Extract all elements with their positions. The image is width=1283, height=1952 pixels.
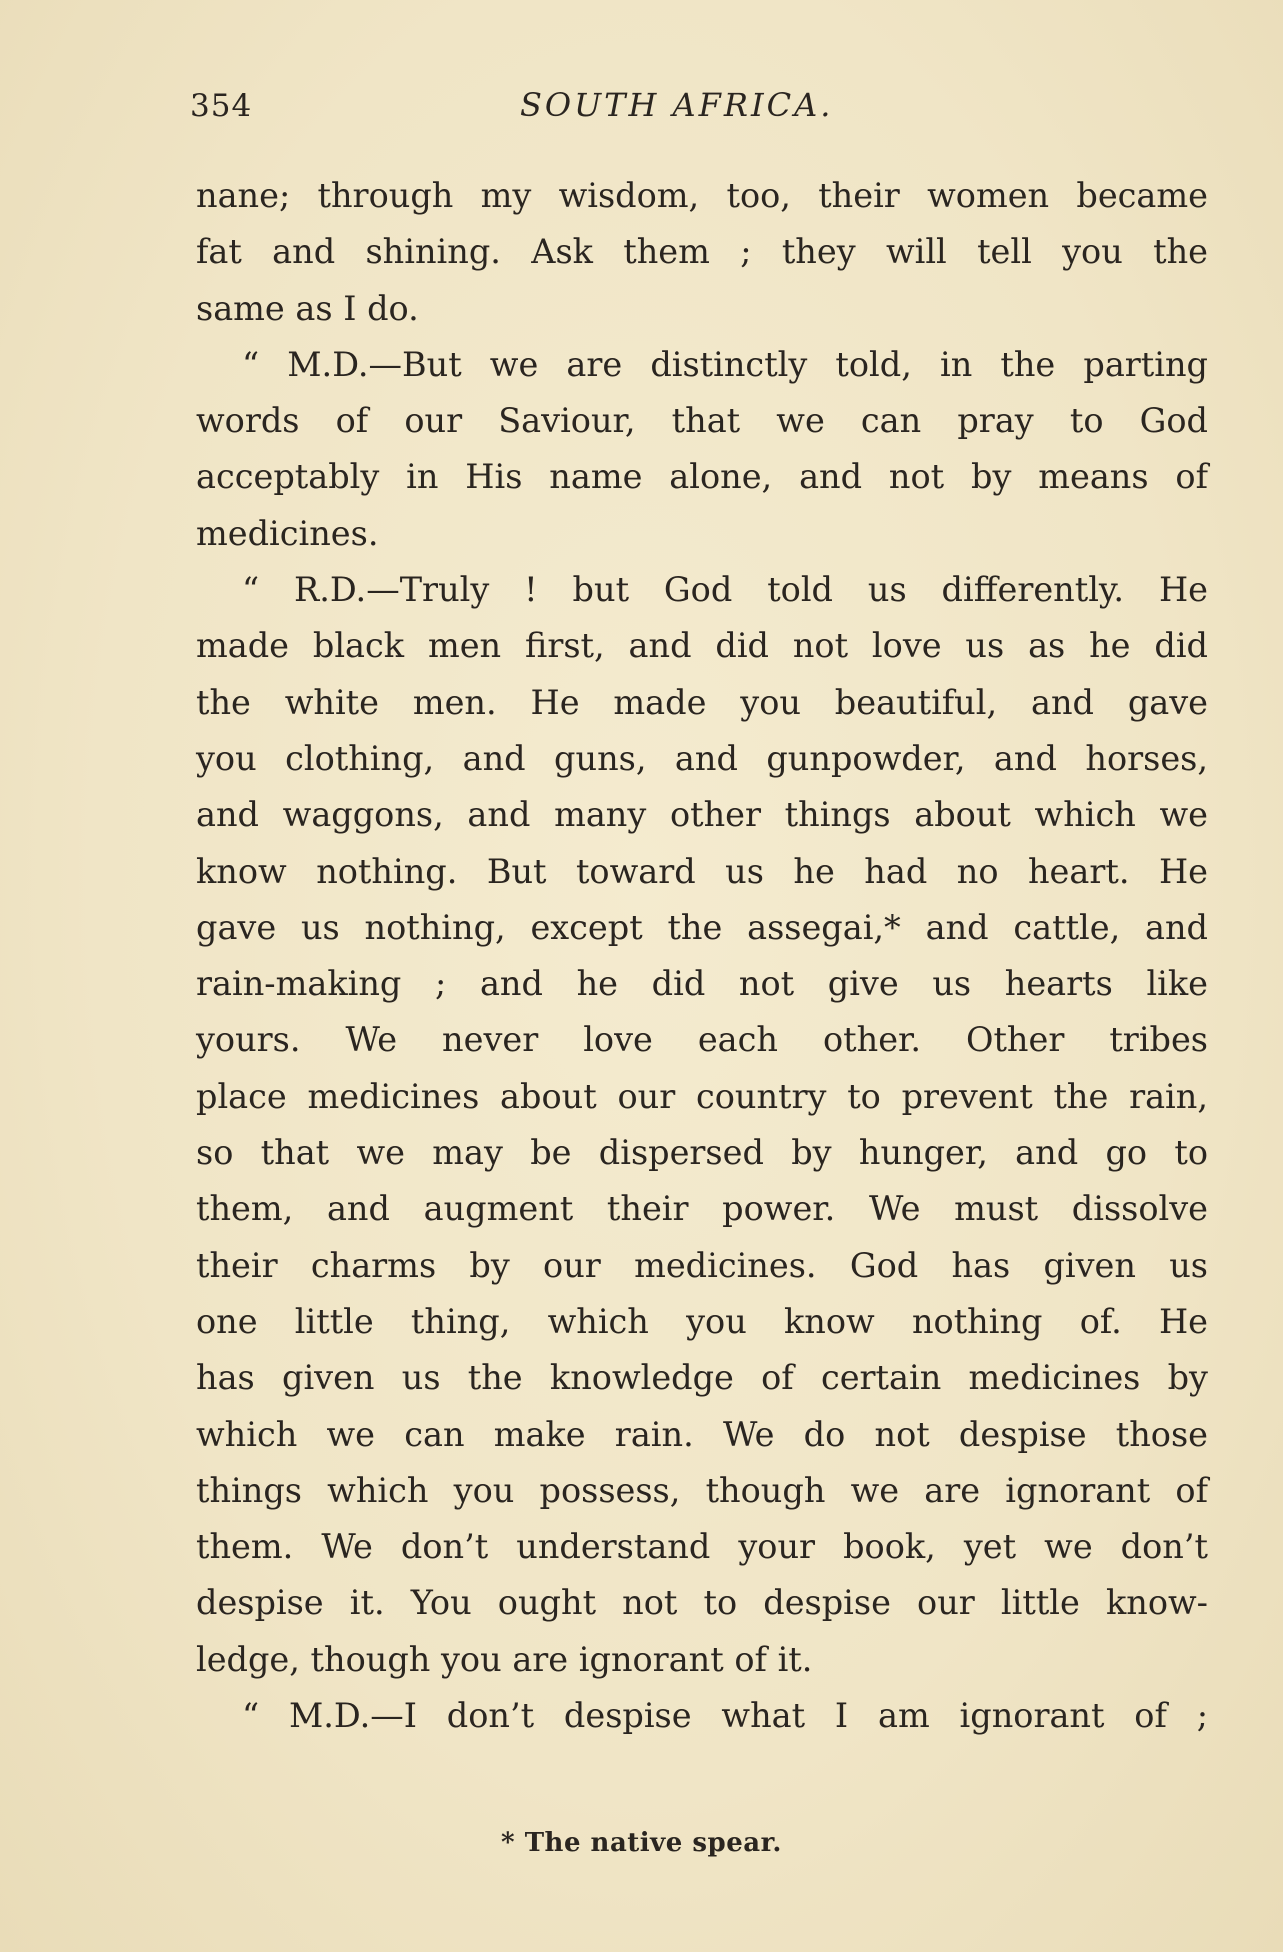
- text-line: know nothing. But toward us he had no heart. He: [196, 851, 1208, 891]
- text-line: despise it. You ought not to despise our little know-: [196, 1583, 1208, 1623]
- text-line: has given us the knowledge of certain medicines by: [196, 1358, 1208, 1398]
- text-line: them. We don’t understand your book, yet we don’t: [196, 1527, 1208, 1567]
- text-line: yours. We never love each other. Other tribes: [196, 1020, 1208, 1060]
- text-line: “ R.D.—Truly ! but God told us differently. He: [242, 570, 1208, 610]
- text-line: “ M.D.—I don’t despise what I am ignorant of ;: [242, 1696, 1208, 1736]
- text-line: medicines.: [196, 513, 379, 553]
- running-head: SOUTH AFRICA.: [520, 86, 834, 124]
- text-line: same as I do.: [196, 288, 419, 328]
- body-text: [196, 168, 1208, 1744]
- page-number: 354: [190, 88, 253, 124]
- text-line: you clothing, and guns, and gunpowder, and horses,: [196, 738, 1208, 778]
- text-line: “ M.D.—But we are distinctly told, in the parting: [242, 344, 1208, 384]
- text-line: their charms by our medicines. God has given us: [196, 1245, 1208, 1285]
- text-line: acceptably in His name alone, and not by means of: [196, 457, 1208, 497]
- text-line: place medicines about our country to prevent the rain,: [196, 1076, 1208, 1116]
- text-line: the white men. He made you beautiful, and gave: [196, 682, 1208, 722]
- text-line: so that we may be dispersed by hunger, and go to: [196, 1133, 1208, 1173]
- text-line: gave us nothing, except the assegai,* and cattle, and: [196, 907, 1208, 947]
- text-line: words of our Saviour, that we can pray to God: [196, 401, 1208, 441]
- text-line: things which you possess, though we are ignorant of: [196, 1470, 1208, 1510]
- text-line: fat and shining. Ask them ; they will tell you the: [196, 232, 1208, 272]
- text-line: rain-making ; and he did not give us hearts like: [196, 964, 1208, 1004]
- text-line: made black men first, and did not love us as he did: [196, 626, 1208, 666]
- text-line: and waggons, and many other things about which we: [196, 795, 1208, 835]
- footnote: * The native spear.: [501, 1828, 782, 1858]
- text-line: nane; through my wisdom, too, their women became: [196, 176, 1208, 215]
- page-header: [190, 88, 1210, 138]
- text-line: which we can make rain. We do not despise those: [196, 1414, 1208, 1454]
- text-line: them, and augment their power. We must dissolve: [196, 1189, 1208, 1229]
- text-line: ledge, though you are ignorant of it.: [196, 1639, 813, 1679]
- text-line: one little thing, which you know nothing of. He: [196, 1301, 1208, 1341]
